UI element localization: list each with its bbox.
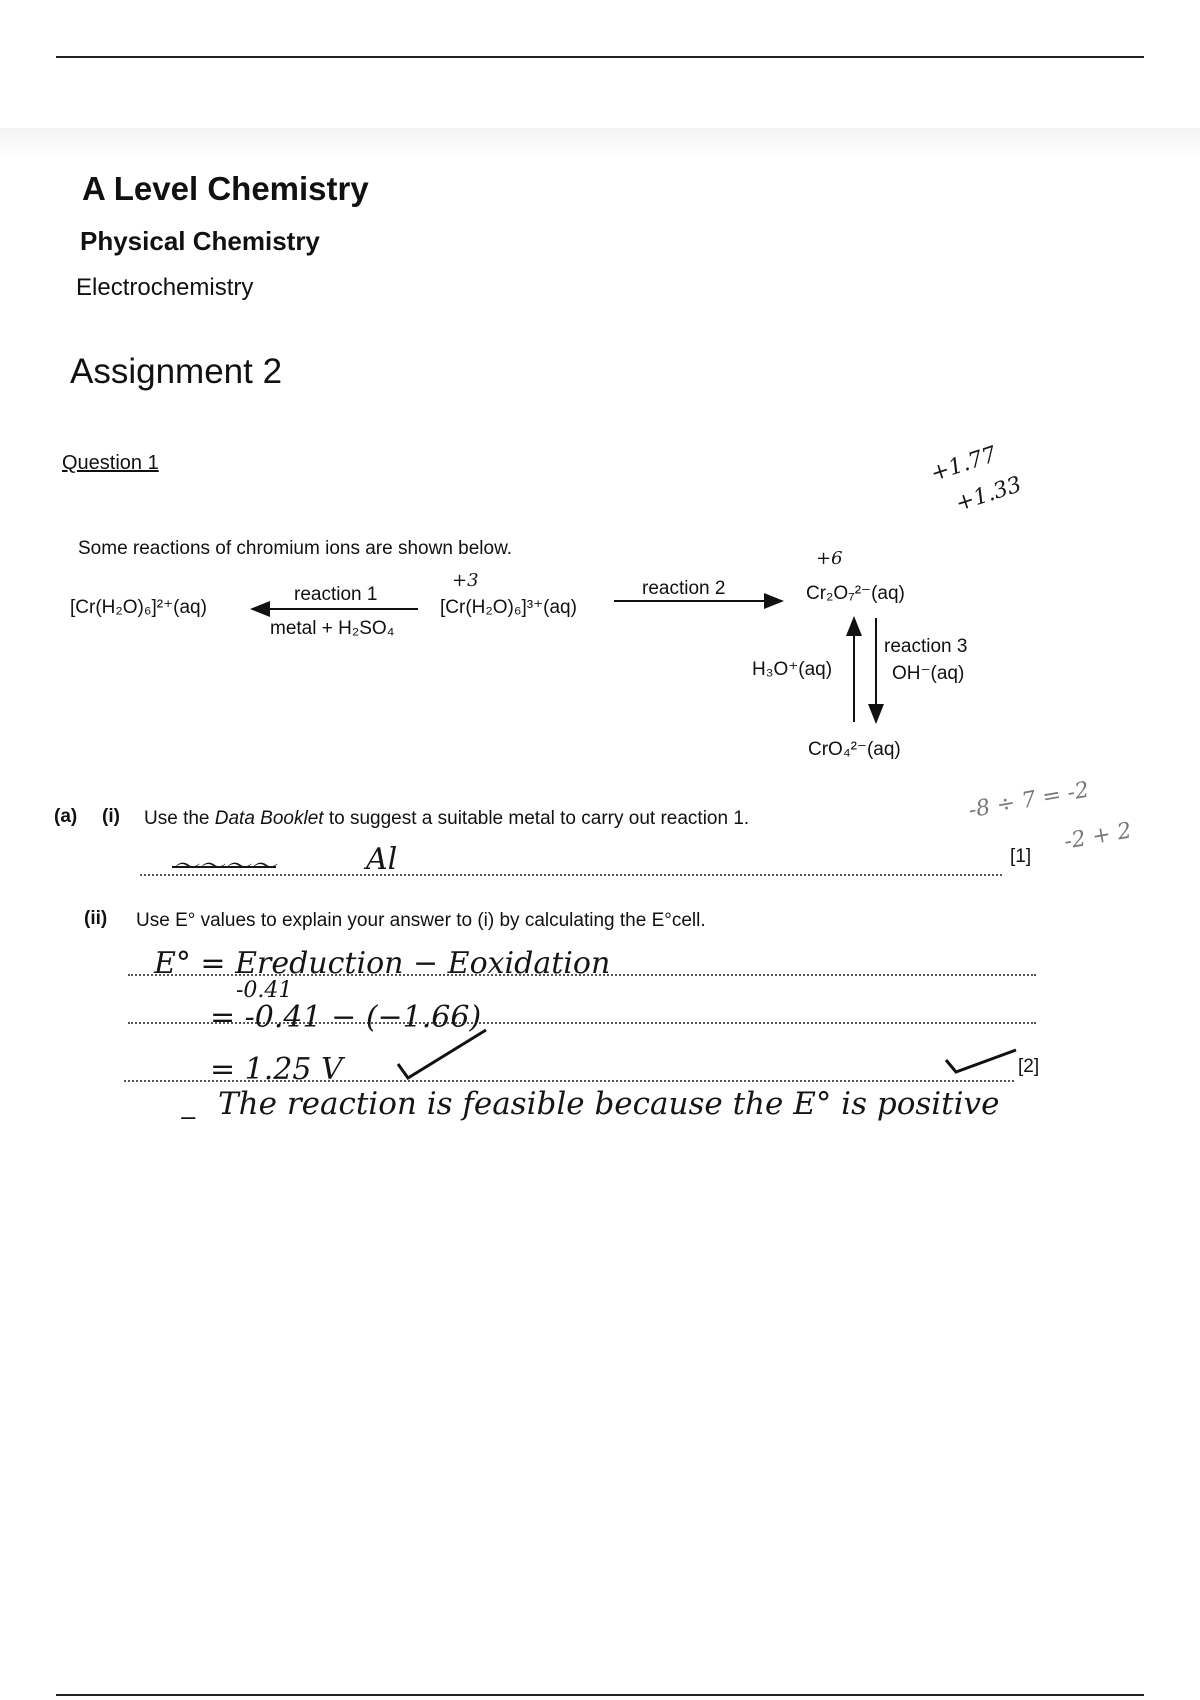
oxidation-state-cr6: +6 — [816, 548, 843, 569]
margin-note-e2: +1.33 — [952, 472, 1025, 517]
question-label: Question 1 — [62, 452, 159, 474]
answer-a-i: Al — [366, 842, 398, 877]
topic-heading: Electrochemistry — [76, 274, 254, 301]
subject-heading: Physical Chemistry — [80, 226, 320, 256]
species-dichromate: Cr₂O₇²⁻(aq) — [806, 583, 905, 604]
answer-ii-line3: = 1.25 V — [210, 1052, 343, 1087]
answer-ii-line2: = -0.41 − (−1.66) — [210, 1000, 482, 1035]
species-cr2: [Cr(H₂O)₆]²⁺(aq) — [70, 597, 207, 618]
part-a-i-label: (i) — [102, 806, 120, 827]
margin-note-e1: +1.77 — [927, 442, 1000, 487]
reaction3-reagent: OH⁻(aq) — [892, 663, 965, 684]
tick-mark-1 — [398, 1030, 486, 1078]
reaction1-reagent: metal + H₂SO₄ — [270, 618, 395, 639]
bottom-rule — [56, 1694, 1144, 1696]
question-intro: Some reactions of chromium ions are shown below. — [78, 538, 513, 559]
species-chromate: CrO₄²⁻(aq) — [808, 739, 901, 760]
part-a-ii-prompt: Use E° values to explain your answer to (i) by calculating the E°cell. — [136, 910, 706, 931]
mark-a-i: [1] — [1010, 846, 1032, 867]
part-a-i-prompt: Use the Data Booklet to suggest a suitable metal to carry out reaction 1. — [144, 808, 750, 829]
species-cr3: [Cr(H₂O)₆]³⁺(aq) — [440, 597, 577, 618]
answer-ii-line4: The reaction is feasible because the E° is positive — [218, 1086, 1000, 1122]
reverse-reagent: H₃O⁺(aq) — [752, 659, 833, 680]
reaction3-label: reaction 3 — [884, 636, 968, 657]
scribble-crossout: 〜〜〜〜 — [172, 852, 277, 882]
margin-working-2: -2 + 2 — [1062, 818, 1134, 855]
part-a-ii-label: (ii) — [84, 908, 108, 929]
tick-mark-2 — [946, 1050, 1016, 1072]
dash-marker: ‒ — [180, 1102, 197, 1132]
mark-a-ii: [2] — [1018, 1056, 1040, 1077]
margin-working-1: -8 ÷ 7 = -2 — [966, 777, 1091, 824]
course-title: A Level Chemistry — [82, 170, 369, 207]
assignment-heading: Assignment 2 — [70, 352, 283, 391]
working-note: -0.41 — [236, 978, 293, 1003]
part-a-label: (a) — [54, 806, 78, 827]
answer-ii-line1: E° = Ereduction − Eoxidation — [154, 946, 611, 981]
reaction2-label: reaction 2 — [642, 578, 726, 599]
reaction1-label: reaction 1 — [294, 584, 378, 605]
oxidation-state-cr3: +3 — [452, 570, 479, 591]
